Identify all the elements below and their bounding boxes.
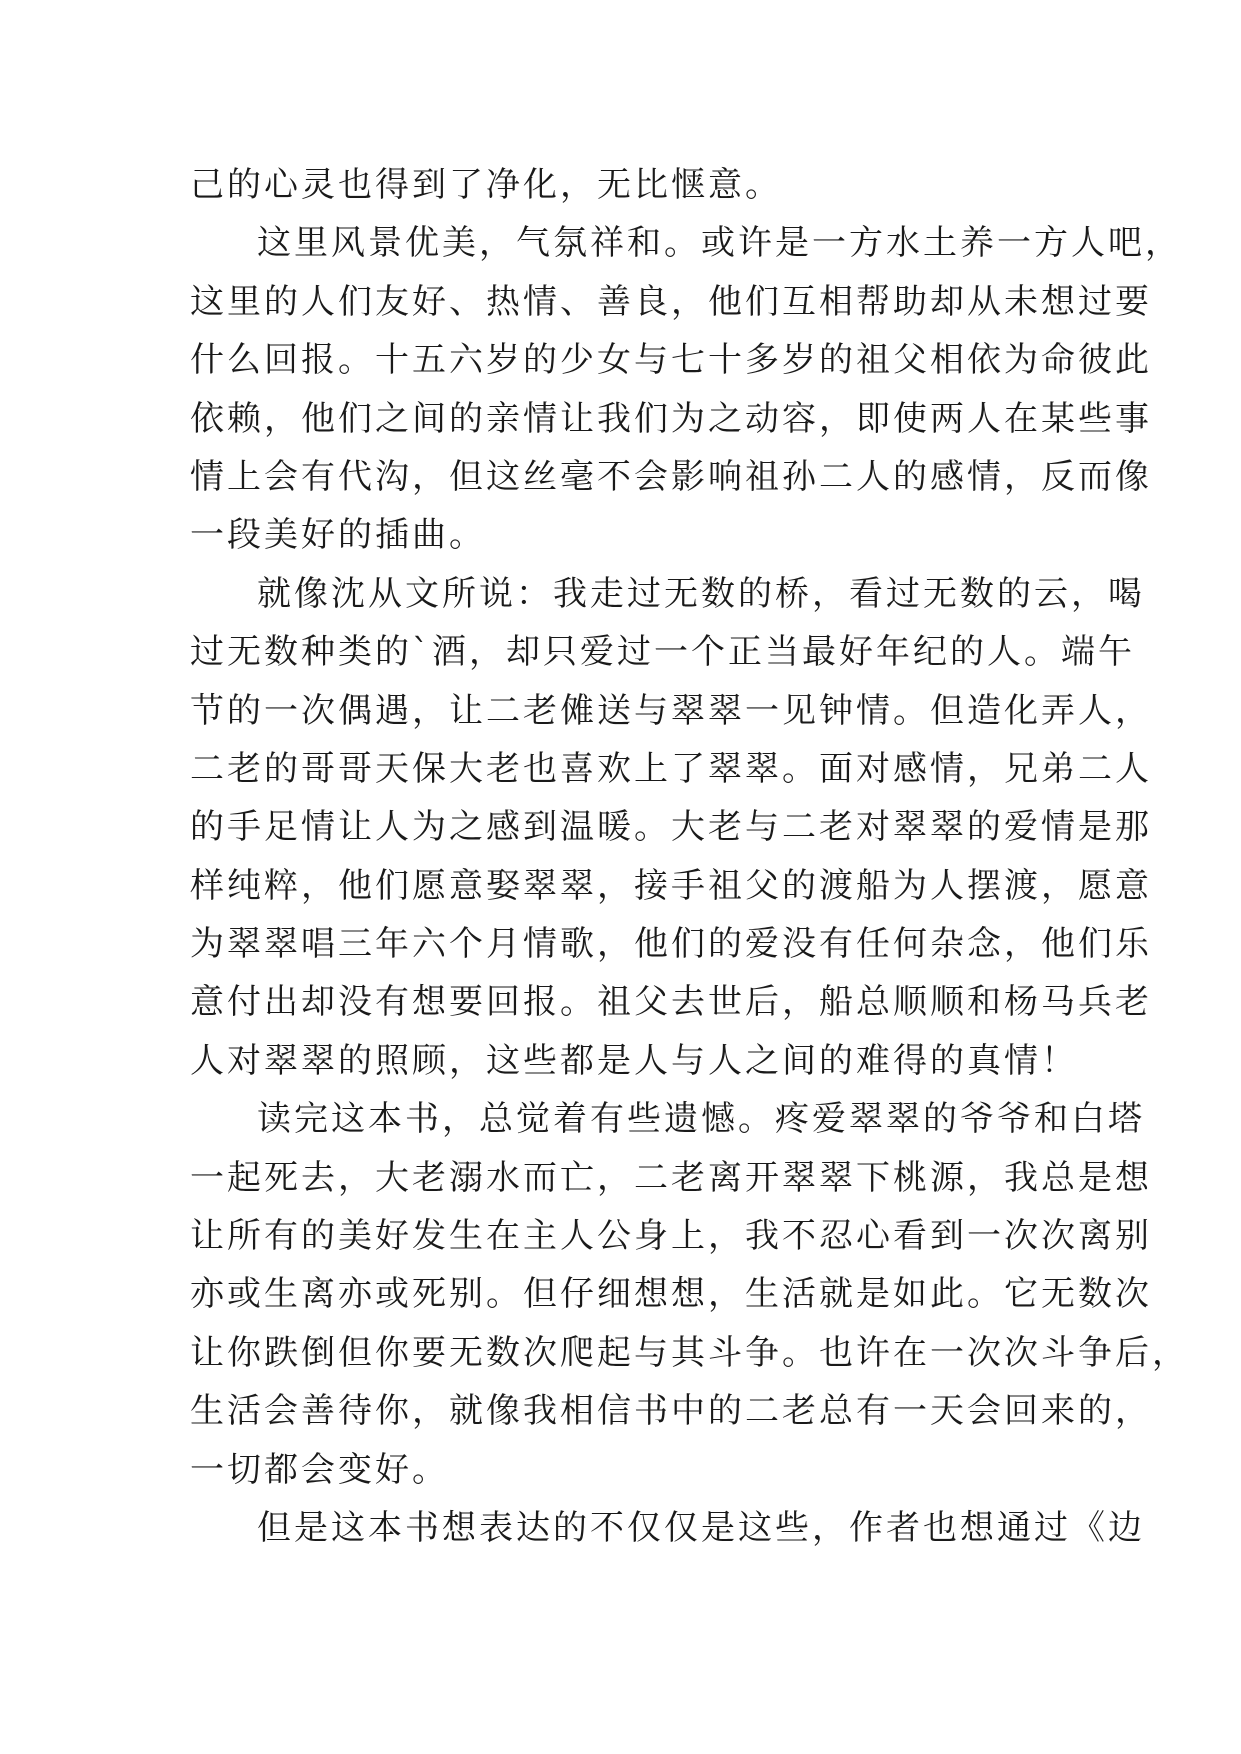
text-line: 为翠翠唱三年六个月情歌，他们的爱没有任何杂念，他们乐	[190, 924, 1152, 965]
text-line: 一段美好的插曲。	[190, 515, 486, 556]
text-line: 一切都会变好。	[190, 1449, 449, 1490]
text-line: 二老的哥哥天保大老也喜欢上了翠翠。面对感情，兄弟二人	[190, 748, 1152, 789]
text-line: 过无数种类的`酒，却只爱过一个正当最好年纪的人。端午	[190, 632, 1135, 673]
text-line: 这里风景优美，气氛祥和。或许是一方水土养一方人吧，	[257, 223, 1182, 264]
text-line: 但是这本书想表达的不仅仅是这些，作者也想通过《边	[257, 1507, 1145, 1548]
text-line: 样纯粹，他们愿意娶翠翠，接手祖父的渡船为人摆渡，愿意	[190, 865, 1152, 906]
text-line: 情上会有代沟，但这丝毫不会影响祖孙二人的感情，反而像	[190, 456, 1152, 497]
text-line: 的手足情让人为之感到温暖。大老与二老对翠翠的爱情是那	[190, 807, 1152, 848]
text-line: 读完这本书，总觉着有些遗憾。疼爱翠翠的爷爷和白塔	[257, 1099, 1145, 1140]
text-line: 意付出却没有想要回报。祖父去世后，船总顺顺和杨马兵老	[190, 982, 1152, 1023]
text-line: 让你跌倒但你要无数次爬起与其斗争。也许在一次次斗争后，	[190, 1332, 1189, 1373]
body-text	[190, 156, 1189, 1557]
text-line: 让所有的美好发生在主人公身上，我不忍心看到一次次离别	[190, 1216, 1152, 1257]
text-line: 这里的人们友好、热情、善良，他们互相帮助却从未想过要	[190, 281, 1152, 322]
text-line: 依赖，他们之间的亲情让我们为之动容，即使两人在某些事	[190, 398, 1152, 439]
text-line: 生活会善待你，就像我相信书中的二老总有一天会回来的，	[190, 1391, 1152, 1432]
text-line: 就像沈从文所说：我走过无数的桥，看过无数的云，喝	[257, 573, 1145, 614]
text-line: 人对翠翠的照顾，这些都是人与人之间的难得的真情！	[190, 1040, 1078, 1081]
text-line: 亦或生离亦或死别。但仔细想想，生活就是如此。它无数次	[190, 1274, 1152, 1315]
text-line: 己的心灵也得到了净化，无比惬意。	[190, 165, 782, 205]
text-line: 什么回报。十五六岁的少女与七十多岁的祖父相依为命彼此	[190, 340, 1152, 381]
text-line: 节的一次偶遇，让二老傩送与翠翠一见钟情。但造化弄人，	[190, 690, 1152, 731]
text-line: 一起死去，大老溺水而亡，二老离开翠翠下桃源，我总是想	[190, 1157, 1152, 1198]
